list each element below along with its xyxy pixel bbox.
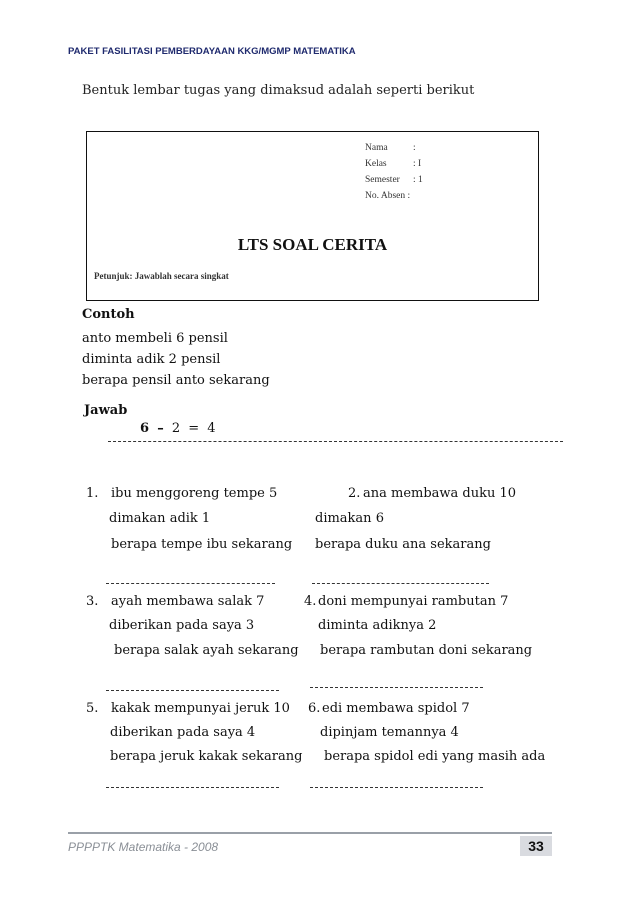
info-row-semester xyxy=(365,172,423,188)
info-value: : xyxy=(413,143,416,153)
problem-line: doni mempunyai rambutan 7 xyxy=(318,594,509,609)
problem-line: berapa tempe ibu sekarang xyxy=(111,537,293,552)
page-header: PAKET FASILITASI PEMBERDAYAAN KKG/MGMP MATEMATIKA xyxy=(68,46,356,57)
answer-equation xyxy=(140,421,216,436)
answer-heading: Jawab xyxy=(84,403,128,418)
answer-line xyxy=(312,583,489,584)
info-value: : 1 xyxy=(413,175,423,185)
problem-number: 3. xyxy=(86,594,99,609)
intro-text: Bentuk lembar tugas yang dimaksud adalah seperti berikut xyxy=(82,83,475,98)
info-value: : I xyxy=(413,159,422,169)
footer-text: PPPPTK Matematika - 2008 xyxy=(68,840,219,854)
answer-equals: = xyxy=(188,421,200,436)
answer-b: 2 xyxy=(171,421,181,436)
info-label: No. Absen : xyxy=(365,191,411,201)
problem-line: diberikan pada saya 3 xyxy=(109,618,255,633)
page-number: 33 xyxy=(520,836,552,856)
problem-number: 4. xyxy=(304,594,317,609)
problem-number: 2. xyxy=(348,486,361,501)
problem-line: berapa spidol edi yang masih ada xyxy=(324,749,546,764)
answer-line xyxy=(106,787,279,788)
problem-line: dimakan adik 1 xyxy=(109,511,211,526)
info-label: Nama xyxy=(365,143,388,153)
problem-number: 5. xyxy=(86,701,99,716)
example-heading: Contoh xyxy=(82,307,135,322)
answer-line xyxy=(310,787,483,788)
problem-line: kakak mempunyai jeruk 10 xyxy=(111,701,290,716)
problem-line: edi membawa spidol 7 xyxy=(322,701,470,716)
problem-line: ayah membawa salak 7 xyxy=(111,594,265,609)
example-line: diminta adik 2 pensil xyxy=(82,352,221,367)
worksheet-hint: Petunjuk: Jawablah secara singkat xyxy=(94,271,229,281)
problem-line: berapa jeruk kakak sekarang xyxy=(110,749,303,764)
answer-result: 4 xyxy=(207,421,216,436)
problem-line: ibu menggoreng tempe 5 xyxy=(111,486,278,501)
problem-line: diminta adiknya 2 xyxy=(318,618,437,633)
answer-a: 6 xyxy=(140,421,150,436)
info-label: Kelas xyxy=(365,159,387,169)
problem-line: dimakan 6 xyxy=(315,511,384,526)
worksheet-title: LTS SOAL CERITA xyxy=(237,235,388,254)
answer-line xyxy=(106,583,275,584)
answer-operator: – xyxy=(157,421,164,436)
problem-line: berapa salak ayah sekarang xyxy=(114,643,299,658)
answer-line xyxy=(108,441,563,442)
info-label: Semester xyxy=(365,175,400,185)
problem-number: 1. xyxy=(86,486,99,501)
example-line: berapa pensil anto sekarang xyxy=(82,373,270,388)
problem-number: 6. xyxy=(308,701,321,716)
info-row-absen xyxy=(365,188,423,204)
student-info xyxy=(365,140,423,204)
problem-line: ana membawa duku 10 xyxy=(363,486,517,501)
problem-line: diberikan pada saya 4 xyxy=(110,725,256,740)
problem-line: berapa duku ana sekarang xyxy=(315,537,491,552)
answer-line xyxy=(310,687,483,688)
problem-line: berapa rambutan doni sekarang xyxy=(320,643,533,658)
problem-line: dipinjam temannya 4 xyxy=(320,725,459,740)
info-row-class xyxy=(365,156,423,172)
answer-line xyxy=(106,690,279,691)
example-line: anto membeli 6 pensil xyxy=(82,331,228,346)
worksheet-box xyxy=(86,131,539,301)
footer-divider xyxy=(68,832,552,834)
info-row-name xyxy=(365,140,423,156)
